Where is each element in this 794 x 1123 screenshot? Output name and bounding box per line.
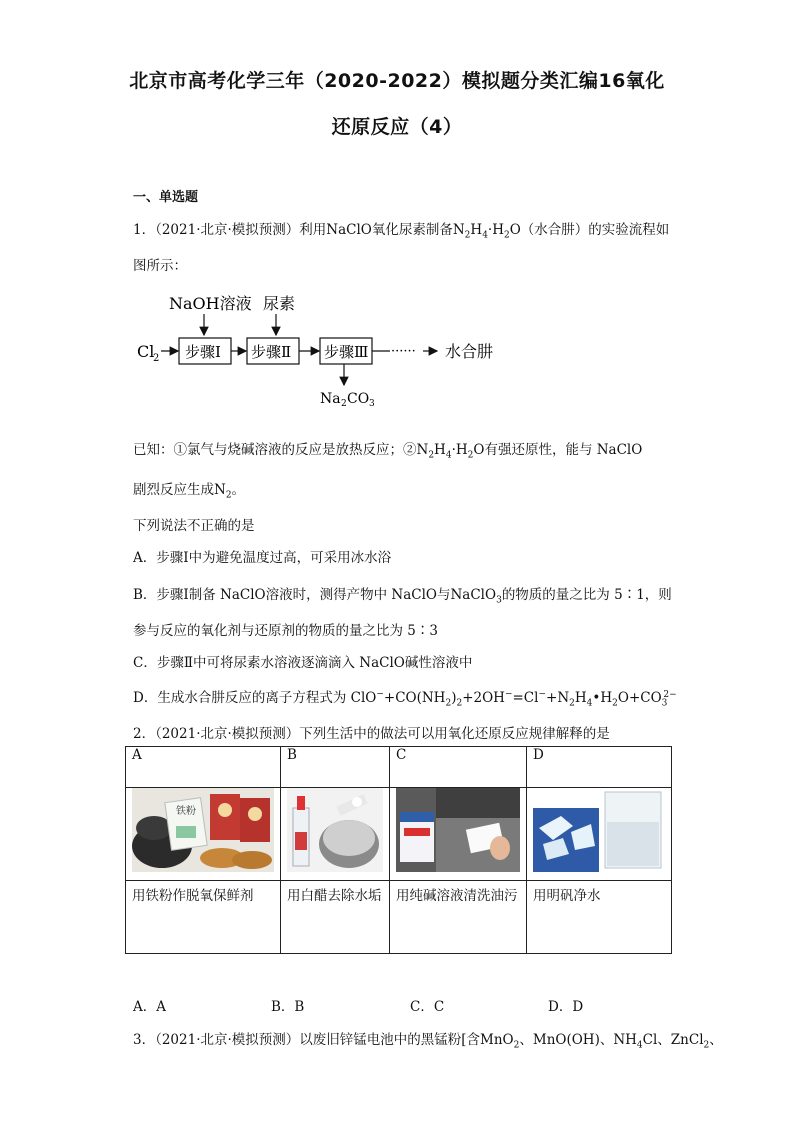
section-heading: 一、单选题 — [133, 190, 199, 205]
question-2-options-table — [125, 746, 672, 954]
question-1-known-line2: 剧烈反应生成$N_2$。 — [133, 482, 246, 501]
flow-step-2: 步骤Ⅱ — [251, 343, 292, 361]
table-text-b: 用白醋去除水垢 — [281, 881, 390, 954]
page-title-line2: 还原反应（4） — [331, 116, 463, 138]
table-text-d: 用明矾净水 — [527, 881, 672, 954]
table-header-a: A — [126, 747, 281, 788]
question-1-stem-line2: 图所示： — [133, 258, 187, 274]
question-2-stem: 2．（2021·北京·模拟预测）下列生活中的做法可以用氧化还原反应规律解释的是 — [133, 726, 610, 742]
page-title: 北京市高考化学三年（2020-2022）模拟题分类汇编16氧化 — [129, 70, 665, 92]
flow-product: 水合肼 — [445, 342, 494, 361]
flow-input-urea: 尿素 — [263, 294, 296, 313]
question-1-option-b-line2: 参与反应的氧化剂与还原剂的物质的量之比为 5∶3 — [133, 623, 438, 639]
photo-alum — [527, 788, 672, 881]
table-text-a: 用铁粉作脱氧保鲜剂 — [126, 881, 281, 954]
table-text-c: 用纯碱溶液清洗油污 — [390, 881, 527, 954]
table-header-b: B — [281, 747, 390, 788]
flow-input-naoh: NaOH溶液 — [169, 294, 252, 313]
flow-step-1: 步骤Ⅰ — [185, 343, 221, 361]
question-2-answer-c: C．C — [410, 999, 445, 1015]
question-2-answer-d: D．D — [548, 999, 584, 1015]
photo-vinegar — [281, 788, 390, 881]
question-1-option-b: B．步骤Ⅰ制备 NaClO溶液时，测得产物中 NaClO与NaClO$_3$的物质的量之比为 5∶1，则 — [133, 587, 672, 606]
question-1-prompt: 下列说法不正确的是 — [133, 518, 255, 534]
flow-byproduct: Na — [320, 391, 341, 407]
question-1-option-c: C．步骤Ⅱ中可将尿素水溶液逐滴滴入 NaClO碱性溶液中 — [133, 655, 473, 671]
question-1-stem: 1．（2021·北京·模拟预测）利用NaClO氧化尿素制备$N_2H_4\cdot H_2O$（水合肼）的实验流程如 — [133, 222, 670, 241]
question-1-option-d: D．生成水合肼反应的离子方程式为 $ClO^-+CO(NH_2)_2+2OH^-=Cl^-+N_2H_4•H_2O+CO_3^{2-}$ — [133, 689, 677, 709]
svg-text:铁粉: 铁粉 — [176, 806, 196, 817]
photo-soda-cleaning — [390, 788, 527, 881]
flow-start-cl2-sub: 2 — [153, 353, 160, 364]
svg-text:3: 3 — [369, 399, 375, 408]
flow-dots: ······ — [391, 344, 416, 359]
question-3-stem: 3．（2021·北京·模拟预测）以废旧锌锰电池中的黑锰粉[含MnO$_2$、MnO(OH)、$NH_4Cl$、ZnCl$_2$、 — [133, 1032, 723, 1051]
svg-text:2: 2 — [341, 399, 347, 408]
table-header-d: D — [527, 747, 672, 788]
photo-iron-powder — [126, 788, 281, 881]
question-2-answer-b: B．B — [271, 999, 305, 1015]
question-2-answer-a: A．A — [133, 999, 166, 1015]
table-header-c: C — [390, 747, 527, 788]
svg-text:CO: CO — [347, 391, 370, 407]
process-flow-diagram — [133, 288, 513, 408]
flow-start-cl2: Cl — [137, 342, 155, 361]
flow-step-3: 步骤Ⅲ — [324, 343, 369, 361]
question-1-known: 已知：①氯气与烧碱溶液的反应是放热反应；$②N_2H_4\cdot H_2O$有强还原性，能与 NaClO — [133, 442, 643, 461]
question-1-option-a: A．步骤Ⅰ中为避免温度过高，可采用冰水浴 — [133, 550, 392, 566]
